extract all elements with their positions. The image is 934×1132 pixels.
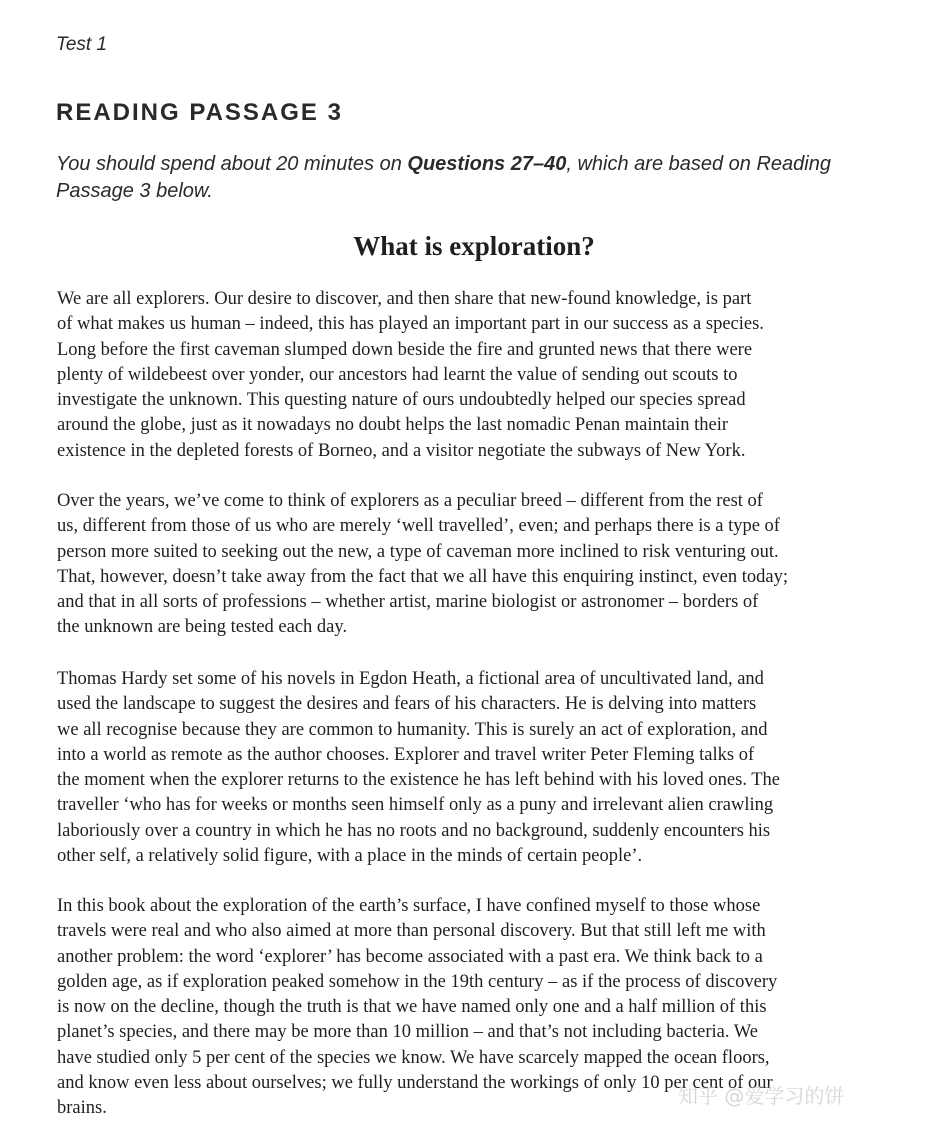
instruction-suffix: , which are based on Reading Passage 3 below. [56, 153, 831, 202]
paragraph-line: We are all explorers. Our desire to discover, and then share that new-found knowledge, is part [57, 289, 752, 309]
paragraph-line: existence in the depleted forests of Borneo, and a visitor negotiate the subways of New York. [57, 440, 746, 461]
paragraph-line: travels were real and who also aimed at more than personal discovery. But that still left me with [57, 921, 766, 942]
paragraph-line: planet’s species, and there may be more than 10 million – and that’s not including bacteria. We [57, 1022, 758, 1043]
paragraph-line: we all recognise because they are common to humanity. This is surely an act of exploration, and [57, 719, 768, 740]
paragraph-line: us, different from those of us who are merely ‘well travelled’, even; and perhaps there is a type of [57, 516, 780, 537]
paragraph-line: person more suited to seeking out the new, a type of caveman more inclined to risk venturing out. [57, 541, 779, 562]
paragraph-line: the unknown are being tested each day. [57, 617, 348, 638]
paragraph-line: traveller ‘who has for weeks or months seen himself only as a puny and irrelevant alien crawling [57, 795, 774, 816]
paragraph-2 [57, 489, 887, 641]
paragraph-line: plenty of wildebeest over yonder, our ancestors had learnt the value of sending out scouts to [57, 364, 738, 385]
paragraph-line: used the landscape to suggest the desires and fears of his characters. He is delving into matters [57, 694, 757, 715]
section-heading: READING PASSAGE 3 [56, 99, 343, 126]
paragraph-line: around the globe, just as it nowadays no doubt helps the last nomadic Penan maintain their [57, 415, 729, 436]
paragraph-line: the moment when the explorer returns to the existence he has left behind with his loved ones. The [57, 770, 781, 791]
paragraph-line: golden age, as if exploration peaked somehow in the 19th century – as if the process of discovery [57, 971, 778, 992]
paragraph-3 [57, 667, 887, 869]
paragraph-line: investigate the unknown. This questing nature of ours undoubtedly helped our species spread [57, 390, 746, 411]
paragraph-line: In this book about the exploration of the earth’s surface, I have confined myself to those whose [57, 896, 761, 916]
instruction-prefix: You should spend about 20 minutes on [56, 153, 408, 175]
paragraph-line: and that in all sorts of professions – whether artist, marine biologist or astronomer – borders of [57, 592, 759, 613]
paragraph-line: and know even less about ourselves; we fully understand the workings of only 10 per cent of our [57, 1073, 773, 1094]
paragraph-line: Thomas Hardy set some of his novels in Egdon Heath, a fictional area of uncultivated land, and [57, 669, 764, 689]
running-head: Test 1 [56, 34, 108, 55]
paragraph-line: That, however, doesn’t take away from the fact that we all have this enquiring instinct, even today; [57, 566, 788, 587]
paragraph-line: other self, a relatively solid figure, with a place in the minds of certain people’. [57, 846, 643, 867]
passage-title: What is exploration? [353, 231, 595, 261]
instruction-text [56, 151, 896, 205]
paragraph-line: brains. [57, 1098, 107, 1119]
paragraph-line: Over the years, we’ve come to think of explorers as a peculiar breed – different from the rest of [57, 491, 763, 511]
paragraph-line: of what makes us human – indeed, this has played an important part in our success as a species. [57, 314, 764, 335]
paragraph-line: another problem: the word ‘explorer’ has become associated with a past era. We think back to a [57, 946, 763, 967]
paragraph-line: laboriously over a country in which he has no roots and no background, suddenly encounters his [57, 820, 771, 841]
paragraph-line: into a world as remote as the author chooses. Explorer and travel writer Peter Fleming talks of [57, 744, 755, 765]
paragraph-1 [57, 287, 887, 464]
instruction-questions: Questions 27–40 [407, 153, 567, 175]
paragraph-line: is now on the decline, though the truth is that we have named only one and a half million of this [57, 997, 767, 1018]
watermark: 知乎 @爱学习的饼 [678, 1084, 845, 1108]
paragraph-line: Long before the first caveman slumped down beside the fire and grunted news that there were [57, 339, 753, 360]
paragraph-line: have studied only 5 per cent of the species we know. We have scarcely mapped the ocean floors, [57, 1047, 770, 1068]
